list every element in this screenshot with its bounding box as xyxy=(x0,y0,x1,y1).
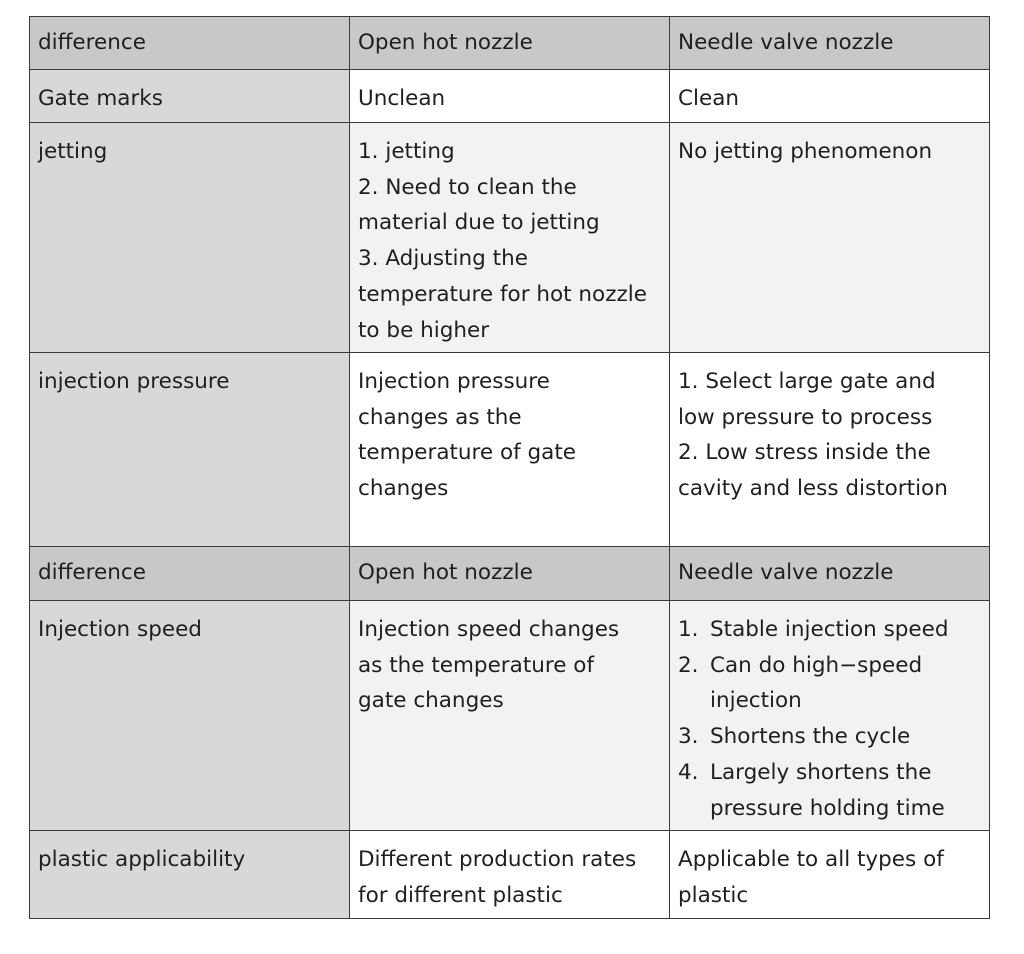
numbered-list xyxy=(678,612,981,826)
cell-line: for different plastic xyxy=(358,882,563,908)
table-row-jetting xyxy=(30,123,990,353)
cell-line: 1. jetting xyxy=(358,139,455,164)
list-text: Can do high−speed xyxy=(710,652,923,678)
table-row-injection-speed xyxy=(30,601,990,831)
row-label: Injection speed xyxy=(30,601,350,831)
comparison-table-1 xyxy=(29,16,990,548)
table-header-row xyxy=(30,547,990,601)
list-text: injection xyxy=(710,688,802,714)
cell-line: low pressure to process xyxy=(678,404,933,430)
header-cell-difference: difference xyxy=(30,17,350,70)
cell-line: gate changes xyxy=(358,688,504,714)
cell-line: 2. Low stress inside the xyxy=(678,440,931,466)
row-label: jetting xyxy=(30,123,350,353)
needle-valve-nozzle-cell xyxy=(670,601,990,831)
needle-valve-nozzle-cell xyxy=(670,70,990,123)
cell-line: temperature of gate xyxy=(358,440,577,466)
cell-line: 2. Need to clean the xyxy=(358,174,577,200)
cell-line: Clean xyxy=(678,86,740,111)
cell-line: temperature for hot nozzle xyxy=(358,281,647,307)
list-number: 4. xyxy=(678,759,699,785)
row-label: Gate marks xyxy=(30,70,350,123)
list-number: 3. xyxy=(678,724,699,750)
list-text: pressure holding time xyxy=(710,795,945,821)
open-hot-nozzle-cell xyxy=(350,353,670,548)
header-cell-difference: difference xyxy=(30,547,350,601)
needle-valve-nozzle-cell xyxy=(670,353,990,548)
list-item xyxy=(678,648,981,719)
list-text: Stable injection speed xyxy=(710,617,949,642)
comparison-table-2 xyxy=(29,546,990,919)
cell-line: to be higher xyxy=(358,317,490,343)
cell-line: as the temperature of xyxy=(358,652,595,678)
needle-valve-nozzle-cell xyxy=(670,123,990,353)
cell-line: changes as the xyxy=(358,404,522,430)
list-item xyxy=(678,612,981,648)
header-cell-open-hot-nozzle: Open hot nozzle xyxy=(350,17,670,70)
cell-line: Unclean xyxy=(358,86,446,111)
open-hot-nozzle-cell xyxy=(350,123,670,353)
cell-line: changes xyxy=(358,476,449,502)
list-text: Largely shortens the xyxy=(710,759,932,785)
cell-line: 3. Adjusting the xyxy=(358,246,528,272)
header-cell-needle-valve-nozzle: Needle valve nozzle xyxy=(670,17,990,70)
open-hot-nozzle-cell xyxy=(350,601,670,831)
needle-valve-nozzle-cell xyxy=(670,831,990,919)
row-label: injection pressure xyxy=(30,353,350,548)
cell-line: material due to jetting xyxy=(358,210,600,236)
list-item xyxy=(678,719,981,755)
cell-line: plastic xyxy=(678,882,749,908)
list-text: Shortens the cycle xyxy=(710,724,911,750)
cell-line: Different production rates xyxy=(358,847,637,872)
list-item xyxy=(678,755,981,826)
table-header-row xyxy=(30,17,990,70)
row-label: plastic applicability xyxy=(30,831,350,919)
header-cell-open-hot-nozzle: Open hot nozzle xyxy=(350,547,670,601)
table-row-injection-pressure xyxy=(30,353,990,548)
cell-line: Applicable to all types of xyxy=(678,847,944,872)
cell-line: Injection pressure xyxy=(358,369,550,394)
table-row-plastic-applicability xyxy=(30,831,990,919)
cell-line: No jetting phenomenon xyxy=(678,139,933,164)
open-hot-nozzle-cell xyxy=(350,831,670,919)
cell-line: Injection speed changes xyxy=(358,617,620,642)
list-number: 1. xyxy=(678,617,699,642)
cell-line: 1. Select large gate and xyxy=(678,369,936,394)
list-number: 2. xyxy=(678,652,699,678)
header-cell-needle-valve-nozzle: Needle valve nozzle xyxy=(670,547,990,601)
cell-line: cavity and less distortion xyxy=(678,476,948,502)
open-hot-nozzle-cell xyxy=(350,70,670,123)
table-row-gate-marks xyxy=(30,70,990,123)
